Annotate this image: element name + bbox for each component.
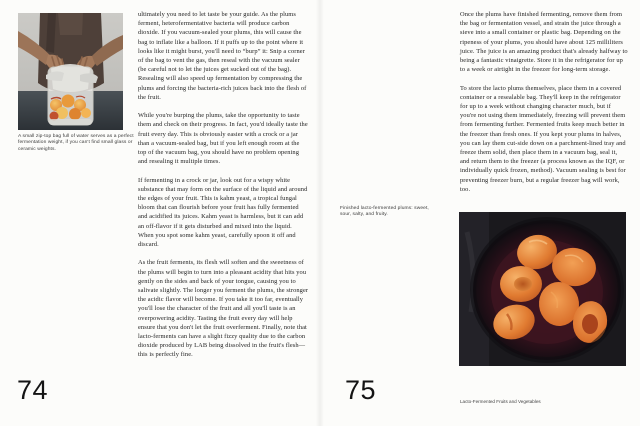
right-body-text bbox=[460, 10, 628, 203]
right-photo-fermented-plums bbox=[459, 212, 626, 366]
paragraph: ultimately you need to let taste be your guide. As the plums ferment, heterofermentative bacteria will produce carbon dioxide. If you vacuum-sealed your plums, this will cause the bag to inflate like a balloon. If it puffs up to the point where it looks like it might burst, you'll need to “burp” it: Snip a corner of the bag to vent the gas, then reseal with the vacuum sealer (be careful not to let the juices get sucked out of the bag). Resealing will also speed up fermentation by compressing the plums and forcing the bacteria-rich juices back into the flesh of the fruit. bbox=[138, 11, 307, 101]
page-number-right: 75 bbox=[345, 375, 377, 405]
page-gutter bbox=[316, 0, 324, 426]
running-footer: Lacto-Fermented Fruits and Vegetables bbox=[460, 399, 541, 404]
paragraph: As the fruit ferments, its flesh will soften and the sweetness of the plums will begin to turn into a pleasant acidity that hits you gently on the sides and back of your tongue, causing you to salivate slightly. The longer you ferment the plums, the stronger the acidic flavor will become. If you take it too far, eventually you'll lose the character of the fruit and all you'll taste is an overpowering acidity. Tasting the fruit every day will help ensure that you don't let the fruit overferment. Finally, note that lacto-ferments can have a slight fizzy quality due to the carbon dioxide produced by LAB being dissolved in the fruit's flesh—this is perfectly fine. bbox=[138, 259, 309, 359]
left-body-text bbox=[138, 10, 309, 369]
paragraph: While you're burping the plums, take the opportunity to taste them and check on their progress. In fact, you'd ideally taste the fruit every day. This is obviously easier with a crock or a jar than a vacuum-sealed bag, but if you left enough room at the top of the vacuum bag, you should have no problem opening and resealing it multiple times. bbox=[138, 112, 308, 166]
paragraph: Once the plums have finished fermenting, remove them from the bag or fermentation vessel, and strain the juice through a sieve into a small container or plastic bag. Depending on the ripeness of your plums, you should have about 125 milliliters juice. The juice is an amazing product that's already halfway to being a fantastic vinaigrette. Store it in the refrigerator for up to a week or airtight in the freezer for long-term storage. bbox=[460, 11, 628, 74]
left-photo-caption: A small zip-top bag full of water serves as a perfect fermentation weight, if you can't find small glass or ceramic weights. bbox=[18, 134, 134, 152]
paragraph: If fermenting in a crock or jar, look out for a wispy white substance that may form on the surface of the liquid and around the edges of your fruit. This is kahm yeast, a tropical fungal bloom that can flourish before your fruit has fully fermented and acidified its juices. Kahm yeast is harmless, but it can add an off-flavor if it gets disturbed and mixed into the liquid. When you spot some kahm yeast, carefully spoon it off and discard. bbox=[138, 176, 308, 249]
left-photo-plums-jar bbox=[18, 13, 123, 130]
page-number-left: 74 bbox=[17, 375, 49, 405]
right-photo-caption: Finished lacto-fermented plums: sweet, sour, salty, and fruity. bbox=[340, 206, 429, 218]
paragraph: To store the lacto plums themselves, place them in a covered container or a resealable bag. They'll keep in the refrigerator for up to a week without changing character much, but if you're not using them immediately, freezing will prevent them from fermenting further. Fermented fruits keep much better in the freezer than fresh ones. If you kept your plums in halves, you can lay them cut-side down on a parchment-lined tray and freeze them solid, then place them in a vacuum bag, seal it, and return them to the freezer (a process known as the IQF, or individually quick frozen, method). Vacuum sealing is best for preventing freezer burn, but a regular freezer bag will work, too. bbox=[460, 84, 626, 193]
